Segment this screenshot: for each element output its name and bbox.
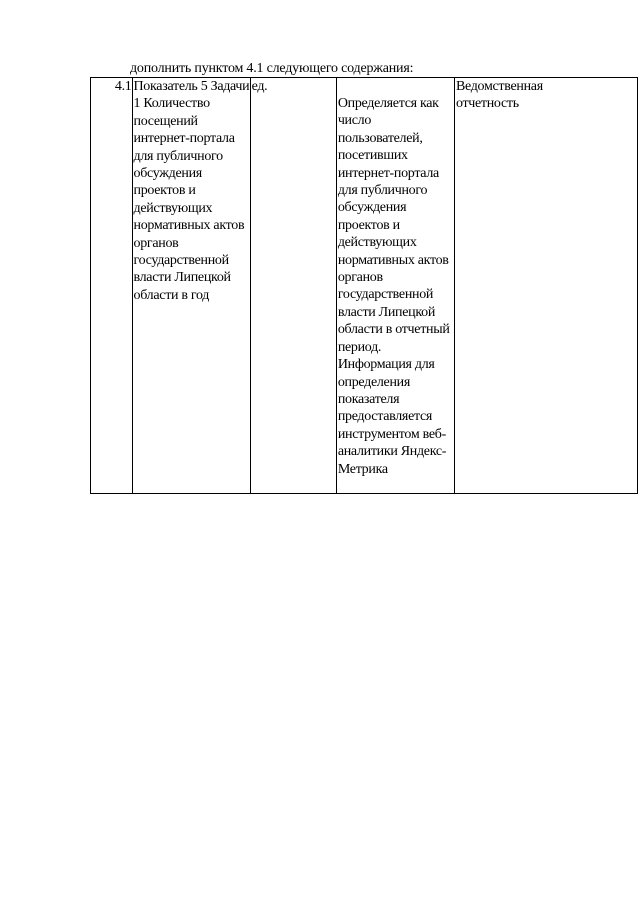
unit-cell <box>250 78 336 494</box>
indicator-cell <box>132 78 250 494</box>
unit-text: ед. <box>251 79 268 94</box>
method-spacer <box>338 78 454 95</box>
source-text: Ведомственная отчетность <box>455 79 543 112</box>
item-number: 4.1 <box>114 79 132 94</box>
item-number-cell <box>91 78 133 494</box>
method-text: Определяется как число пользователей, посетивших интернет-портала для публичного обсуждения проектов и действующих нормативных актов органов государственной власти Липецкой области в отчетный период. Информация для определения показателя предоставляется инструментом веб-аналитики Яндекс-Метрика <box>337 96 450 477</box>
source-cell <box>454 78 637 494</box>
table-row <box>91 78 638 494</box>
intro-text: дополнить пунктом 4.1 следующего содержания: <box>130 61 414 76</box>
method-cell <box>336 78 454 494</box>
indicator-text: Показатель 5 Задачи 1 Количество посещений интернет-портала для публичного обсуждения проектов и действующих нормативных актов органов государственной власти Липецкой области в год <box>133 79 250 303</box>
amendment-table <box>90 77 638 494</box>
